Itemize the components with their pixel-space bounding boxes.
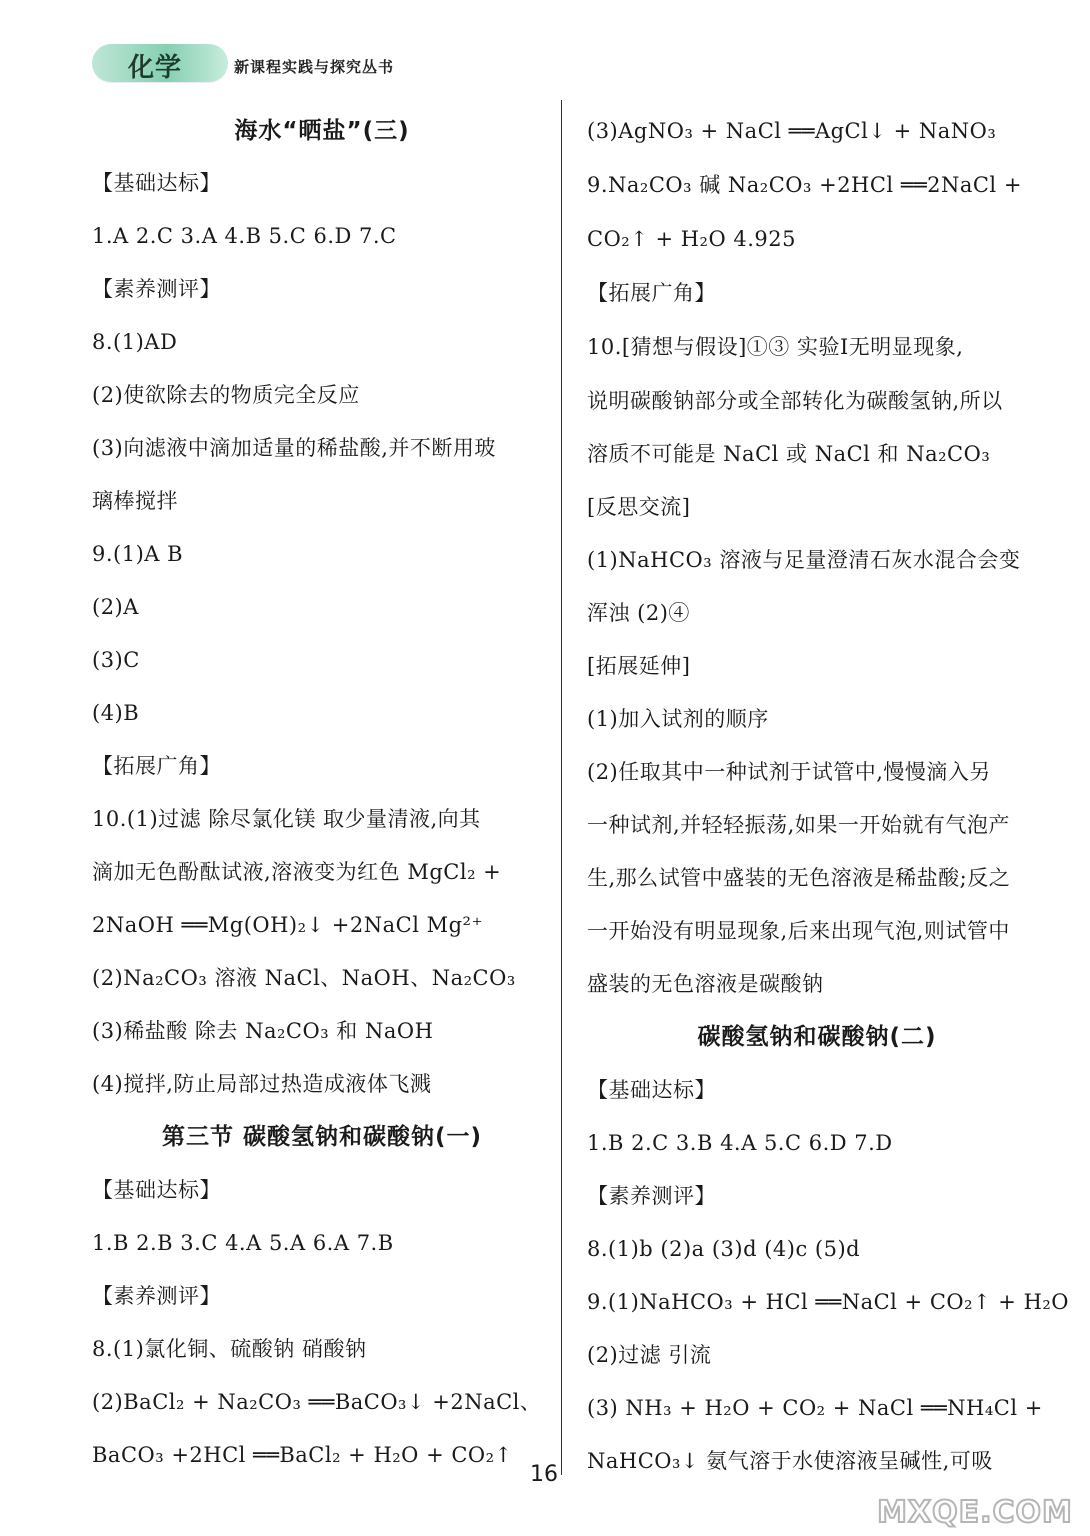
answer-line: 8.(1)氯化铜、硫酸钠 硝酸钠 xyxy=(92,1337,367,1361)
answer-line: (3)向滤液中滴加适量的稀盐酸,并不断用玻 xyxy=(92,436,496,460)
extend-label: 【拓展广角】 xyxy=(587,281,716,305)
answer-line: 溶质不可能是 NaCl 或 NaCl 和 Na₂CO₃ xyxy=(587,442,991,466)
basic-answers: 1.B 2.C 3.B 4.A 5.C 6.D 7.D xyxy=(587,1131,893,1155)
answer-line: 生,那么试管中盛装的无色溶液是稀盐酸;反之 xyxy=(587,866,1011,890)
answer-line: CO₂↑ + H₂O 4.925 xyxy=(587,227,796,251)
answer-line: 滴加无色酚酞试液,溶液变为红色 MgCl₂ + xyxy=(92,860,502,884)
watermark-text: MXQE.COM xyxy=(877,1495,1073,1530)
basic-answers: 1.B 2.B 3.C 4.A 5.A 6.A 7.B xyxy=(92,1231,394,1255)
series-title: 新课程实践与探究丛书 xyxy=(234,58,395,76)
answer-line: (2)任取其中一种试剂于试管中,慢慢滴入另 xyxy=(587,760,991,784)
subject-tab xyxy=(92,44,228,82)
basic-label: 【基础达标】 xyxy=(92,1178,221,1202)
answer-line: (2)A xyxy=(92,595,139,619)
answer-line: 9.(1)NaHCO₃ + HCl ══NaCl + CO₂↑ + H₂O xyxy=(587,1290,1070,1314)
subject-label: 化学 xyxy=(128,53,183,83)
reflect-label: [反思交流] xyxy=(587,495,691,519)
answer-line: 一种试剂,并轻轻振荡,如果一开始就有气泡产 xyxy=(587,813,1010,837)
answer-line: 盛装的无色溶液是碳酸钠 xyxy=(587,972,824,996)
answer-line: (1)NaHCO₃ 溶液与足量澄清石灰水混合会变 xyxy=(587,548,1021,572)
answer-line: 9.Na₂CO₃ 碱 Na₂CO₃ +2HCl ══2NaCl + xyxy=(587,173,1022,197)
answer-line: NaHCO₃↓ 氨气溶于水使溶液呈碱性,可吸 xyxy=(587,1449,993,1473)
extend-label: 【拓展广角】 xyxy=(92,754,221,778)
answer-line: (2)Na₂CO₃ 溶液 NaCl、NaOH、Na₂CO₃ xyxy=(92,966,516,990)
answer-line: 浑浊 (2)④ xyxy=(587,601,690,625)
extension-label: [拓展延伸] xyxy=(587,654,691,678)
answer-line: 8.(1)b (2)a (3)d (4)c (5)d xyxy=(587,1237,861,1261)
basic-label: 【基础达标】 xyxy=(587,1078,716,1102)
page-number: 16 xyxy=(530,1462,558,1487)
answer-line: BaCO₃ +2HCl ══BaCl₂ + H₂O + CO₂↑ xyxy=(92,1443,513,1467)
literacy-label: 【素养测评】 xyxy=(92,1284,221,1308)
answer-line: 一开始没有明显现象,后来出现气泡,则试管中 xyxy=(587,919,1010,943)
answer-line: 9.(1)A B xyxy=(92,542,184,566)
answer-line: 2NaOH ══Mg(OH)₂↓ +2NaCl Mg²⁺ xyxy=(92,913,484,937)
literacy-label: 【素养测评】 xyxy=(587,1184,716,1208)
answer-line: (4)搅拌,防止局部过热造成液体飞溅 xyxy=(92,1072,432,1096)
answer-line: 10.[猜想与假设]①③ 实验Ⅰ无明显现象, xyxy=(587,335,964,359)
page-header xyxy=(92,44,422,84)
answer-line: (3)稀盐酸 除去 Na₂CO₃ 和 NaOH xyxy=(92,1019,434,1043)
answer-line: (1)加入试剂的顺序 xyxy=(587,707,769,731)
basic-answers: 1.A 2.C 3.A 4.B 5.C 6.D 7.C xyxy=(92,224,397,248)
literacy-label: 【素养测评】 xyxy=(92,277,221,301)
answer-line: 璃棒搅拌 xyxy=(92,489,178,513)
answer-line: (2)过滤 引流 xyxy=(587,1343,712,1367)
answer-line: (2)BaCl₂ + Na₂CO₃ ══BaCO₃↓ +2NaCl、 xyxy=(92,1390,542,1414)
answer-line: (4)B xyxy=(92,701,140,725)
answer-line: 10.(1)过滤 除尽氯化镁 取少量清液,向其 xyxy=(92,807,481,831)
answer-line: (3) NH₃ + H₂O + CO₂ + NaCl ══NH₄Cl + xyxy=(587,1396,1043,1420)
site-watermark xyxy=(870,1472,1080,1532)
answer-line: 说明碳酸钠部分或全部转化为碳酸氢钠,所以 xyxy=(587,389,1003,413)
column-divider xyxy=(561,100,562,1475)
answer-line: 8.(1)AD xyxy=(92,330,178,354)
section-title: 海水“晒盐”(三) xyxy=(234,118,410,144)
basic-label: 【基础达标】 xyxy=(92,171,221,195)
section-title: 第三节 碳酸氢钠和碳酸钠(一) xyxy=(161,1124,483,1150)
answer-line: (3)C xyxy=(92,648,140,672)
answer-line: (2)使欲除去的物质完全反应 xyxy=(92,383,360,407)
section-title: 碳酸氢钠和碳酸钠(二) xyxy=(697,1024,937,1050)
answer-line: (3)AgNO₃ + NaCl ══AgCl↓ + NaNO₃ xyxy=(587,119,997,143)
